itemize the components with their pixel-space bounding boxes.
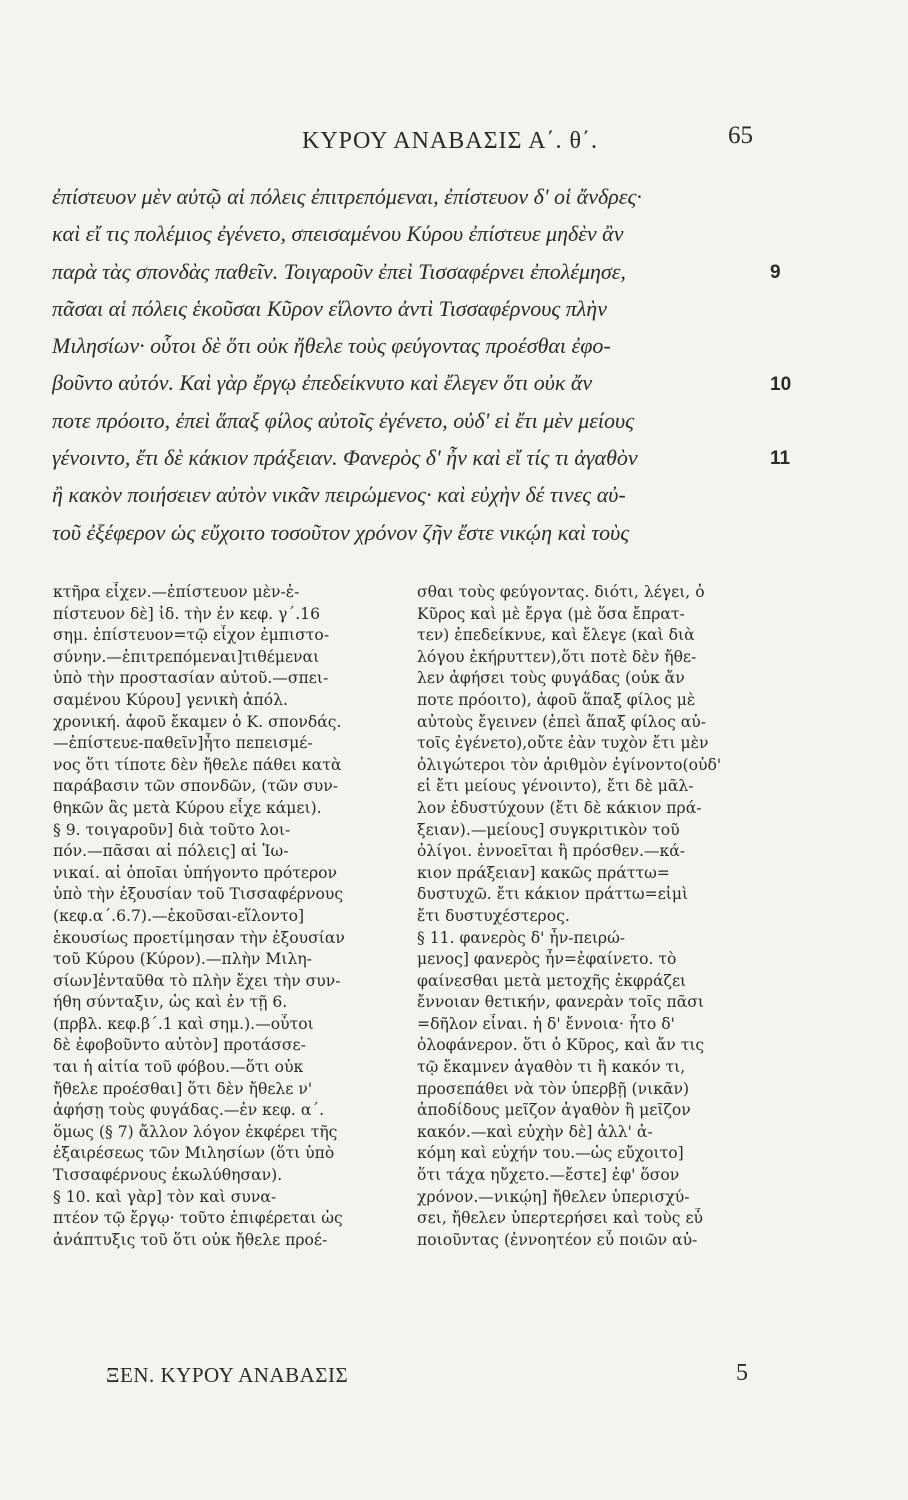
commentary-line: σίων]ἐνταῦθα τὸ πλὴν ἔχει τὴν συν-	[53, 971, 341, 990]
commentary-line: —ἐπίστευε-παθεῖν]ἦτο πεπεισμέ-	[53, 734, 313, 753]
commentary-line: εἰ ἔτι μείους γένοιντο), ἔτι δὲ μᾶλ-	[417, 777, 694, 796]
commentary-line: τοῖς ἐγένετο),οὔτε ἐὰν τυχὸν ἔτι μὲν	[417, 734, 709, 753]
commentary-line: ήθη σύνταξιν, ὡς καὶ ἐν τῇ 6.	[53, 993, 288, 1012]
text-line: καὶ εἴ τις πολέμιος ἐγένετο, σπεισαμένου Κύρου ἐπίστευε μηδὲν ἂν	[52, 221, 624, 247]
commentary-line: σθαι τοὺς φεύγοντας. διότι, λέγει, ὁ	[417, 583, 705, 601]
commentary-line: χρόνον.—νικῴη] ἤθελεν ὑπερισχύ-	[417, 1187, 690, 1206]
commentary-line: σύνην.—ἐπιτρεπόμεναι]τιθέμεναι	[53, 647, 320, 666]
text-line: Μιλησίων· οὗτοι δὲ ὅτι οὐκ ἤθελε τοὺς φεύγοντας προέσθαι ἐφο-	[52, 333, 611, 359]
section-number: 10	[770, 374, 792, 395]
commentary-line: μενος] φανερὸς ἦν=ἐφαίνετο. τὸ	[417, 950, 677, 969]
commentary-right-column	[417, 582, 777, 1251]
commentary-line: § 11. φανερὸς δ' ἦν-πειρώ-	[417, 928, 626, 947]
commentary-line: πτέον τῷ ἔργῳ· τοῦτο ἐπιφέρεται ὡς	[53, 1209, 343, 1228]
commentary-line: ὁλοφάνερον. ὅτι ὁ Κῦρος, καὶ ἄν τις	[417, 1036, 705, 1055]
commentary-line: κόμη καὶ εὐχήν του.—ὡς εὔχοιτο]	[417, 1144, 684, 1163]
commentary-line: ἤθελε προέσθαι] ὅτι δὲν ἤθελε ν'	[53, 1079, 313, 1098]
commentary-line: φαίνεσθαι μετὰ μετοχῆς ἐκφράζει	[417, 971, 687, 990]
signature-mark: 5	[736, 1360, 748, 1386]
commentary-line: ἀφήσῃ τοὺς φυγάδας.—ἐν κεφ. α΄.	[53, 1101, 325, 1120]
commentary-line: Κῦρος καὶ μὲ ἔργα (μὲ ὅσα ἔπρατ-	[417, 604, 685, 623]
commentary-line: κτῆρα εἶχεν.—ἐπίστευον μὲν-ἐ-	[53, 583, 300, 601]
commentary-line: δυστυχῶ. ἔτι κάκιον πράττω=εἰμὶ	[417, 885, 689, 904]
commentary-line: ὅμως (§ 7) ἄλλον λόγον ἐκφέρει τῆς	[53, 1122, 338, 1141]
text-line: ἢ κακὸν ποιήσειεν αὐτὸν νικᾶν πειρώμενος· καὶ εὐχὴν δέ τινες αὐ-	[52, 482, 626, 508]
text-line: πᾶσαι αἱ πόλεις ἑκοῦσαι Κῦρον εἵλοντο ἀντὶ Τισσαφέρνους πλὴν	[52, 295, 607, 321]
commentary-line: ὑπὸ τὴν προστασίαν αὐτοῦ.—σπει-	[53, 669, 329, 688]
commentary-line: δὲ ἐφοβοῦντο αὐτὸν] προτάσσε-	[53, 1036, 306, 1055]
commentary-line: θηκῶν ἃς μετὰ Κύρου εἶχε κάμει).	[53, 798, 322, 817]
text-line: γένοιντο, ἔτι δὲ κάκιον πράξειαν. Φανερὸς δ' ἦν καὶ εἴ τίς τι ἀγαθὸν	[52, 445, 638, 471]
commentary-line: προσεπάθει νὰ τὸν ὑπερβῇ (νικᾶν)	[417, 1079, 690, 1098]
commentary-line: κακόν.—καὶ εὐχὴν δὲ] ἀλλ' ἀ-	[417, 1122, 653, 1141]
commentary-line: ἀνάπτυξις τοῦ ὅτι οὐκ ἤθελε προέ-	[53, 1230, 328, 1249]
commentary-line: ται ἡ αἰτία τοῦ φόβου.—ὅτι οὐκ	[53, 1058, 304, 1077]
text-line: τοῦ ἐξέφερον ὡς εὔχοιτο τοσοῦτον χρόνον ζῆν ἔστε νικῴη καὶ τοὺς	[52, 519, 630, 545]
commentary-line: κιον πράξειαν] κακῶς πράττω=	[417, 863, 670, 882]
footer-title: ΞΕΝ. ΚΥΡΟΥ ΑΝΑΒΑΣΙΣ	[106, 1363, 349, 1387]
text-line: παρὰ τὰς σπονδὰς παθεῖν. Τοιγαροῦν ἐπεὶ Τισσαφέρνει ἐπολέμησε,	[52, 258, 626, 284]
commentary-line: ὀλιγώτεροι τὸν ἀριθμὸν ἐγίνοντο(οὐδ'	[417, 755, 722, 774]
commentary-line: σαμένου Κύρου] γενικὴ ἀπόλ.	[53, 690, 288, 709]
commentary-line: τῷ ἔκαμνεν ἀγαθὸν τι ἢ κακόν τι,	[417, 1058, 686, 1077]
text-line: ἐπίστευον μὲν αὐτῷ αἱ πόλεις ἐπιτρεπόμεναι, ἐπίστευον δ' οἱ ἄνδρες·	[52, 184, 642, 209]
commentary-line: § 9. τοιγαροῦν] διὰ τοῦτο λοι-	[53, 820, 291, 839]
commentary-line: § 10. καὶ γὰρ] τὸν καὶ συνα-	[53, 1187, 277, 1206]
commentary-line: νος ὅτι τίποτε δὲν ἤθελε πάθει κατὰ	[53, 755, 342, 774]
text-line: βοῦντο αὐτόν. Καὶ γὰρ ἔργῳ ἐπεδείκνυτο καὶ ἔλεγεν ὅτι οὐκ ἄν	[52, 370, 593, 396]
commentary-line: ποιοῦντας (ἐννοητέον εὖ ποιῶν αὐ-	[417, 1230, 698, 1249]
commentary-left-column	[53, 582, 413, 1251]
text-line: ποτε πρόοιτο, ἐπεὶ ἅπαξ φίλος αὐτοῖς ἐγένετο, οὐδ' εἰ ἔτι μὲν μείους	[52, 407, 635, 433]
commentary-line: ἑκουσίως προετίμησαν τὴν ἐξουσίαν	[53, 928, 345, 947]
commentary-line: ἔννοιαν θετικήν, φανερὰν τοῖς πᾶσι	[417, 993, 704, 1012]
running-header: ΚΥΡΟΥ ΑΝΑΒΑΣΙΣ Α΄. θ΄.	[301, 128, 599, 154]
commentary-line: χρονική. ἀφοῦ ἔκαμεν ὁ Κ. σπονδάς.	[53, 712, 342, 731]
commentary-line: ἐξαιρέσεως τῶν Μιλησίων (ὅτι ὑπὸ	[53, 1144, 335, 1163]
commentary-line: (κεφ.α΄.6.7).—ἑκοῦσαι-εἵλοντο]	[53, 906, 305, 925]
commentary-line: πόν.—πᾶσαι αἱ πόλεις] αἱ Ἰω-	[53, 842, 289, 861]
commentary-line: Τισσαφέρνους ἐκωλύθησαν).	[53, 1166, 283, 1185]
commentary-line: ὅτι τάχα ηὔχετο.—ἔστε] ἐφ' ὅσον	[417, 1166, 680, 1185]
main-text	[52, 178, 762, 551]
commentary-line: ξειαν).—μείους] συγκριτικὸν τοῦ	[417, 820, 680, 839]
section-number: 11	[770, 448, 791, 469]
commentary-line: λον ἐδυστύχουν (ἔτι δὲ κάκιον πρά-	[417, 798, 702, 817]
page-number: 65	[728, 122, 753, 149]
commentary-line: τεν) ἐπεδείκνυε, καὶ ἔλεγε (καὶ διὰ	[417, 626, 695, 645]
commentary-line: ὑπὸ τὴν ἐξουσίαν τοῦ Τισσαφέρνους	[53, 885, 344, 904]
commentary-line: τοῦ Κύρου (Κύρον).—πλὴν Μιλη-	[53, 950, 312, 969]
commentary-line: παράβασιν τῶν σπονδῶν, (τῶν συν-	[53, 777, 338, 796]
commentary-line: ποτε πρόοιτο), ἀφοῦ ἅπαξ φίλος μὲ	[417, 690, 696, 709]
commentary-line: αὐτοὺς ἔγεινεν (ἐπεὶ ἅπαξ φίλος αὐ-	[417, 712, 707, 731]
commentary-line: ἀποδίδους μεῖζον ἀγαθὸν ἢ μεῖζον	[417, 1101, 691, 1120]
commentary-line: σημ. ἐπίστευον=τῷ εἶχον ἐμπιστο-	[53, 626, 330, 645]
commentary-line: (πρβλ. κεφ.β΄.1 καὶ σημ.).—οὗτοι	[53, 1014, 314, 1033]
commentary-line: πίστευον δὲ] ἰδ. τὴν ἐν κεφ. γ΄.16	[53, 604, 321, 623]
commentary-line: νικαί. αἱ ὁποῖαι ὑπήγοντο πρότερον	[53, 863, 338, 882]
commentary-line: λεν ἀφήσει τοὺς φυγάδας (οὐκ ἄν	[417, 669, 685, 688]
commentary-line: σει, ἤθελεν ὑπερτερήσει καὶ τοὺς εὖ	[417, 1209, 704, 1228]
commentary-line: λόγου ἐκήρυττεν),ὅτι ποτὲ δὲν ἤθε-	[417, 647, 697, 666]
commentary-line: ὀλίγοι. ἐννοεῖται ἢ πρόσθεν.—κά-	[417, 842, 686, 861]
commentary-line: ἔτι δυστυχέστερος.	[417, 906, 570, 925]
commentary-line: =δῆλον εἶναι. ἡ δ' ἔννοια· ἦτο δ'	[417, 1014, 675, 1033]
section-number: 9	[770, 262, 781, 283]
